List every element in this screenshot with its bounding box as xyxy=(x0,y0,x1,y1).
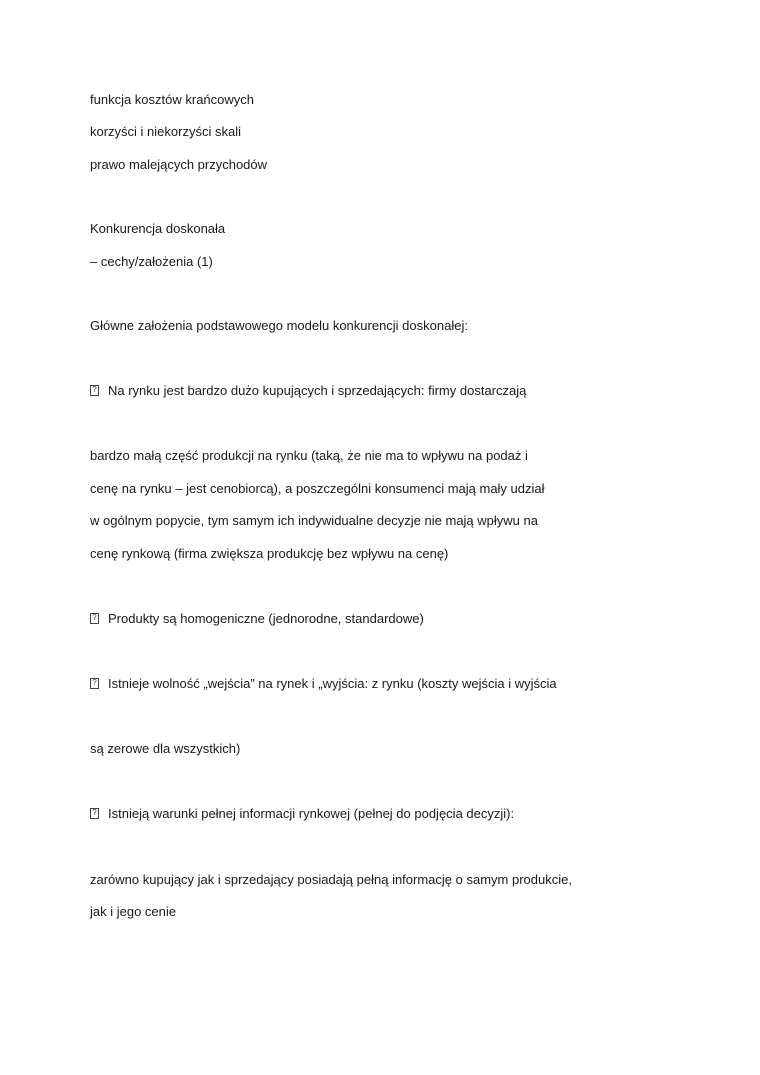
missing-glyph-bullet-icon xyxy=(90,678,99,689)
text-line: cenę rynkową (firma zwiększa produkcję bez wpływu na cenę) xyxy=(90,546,449,561)
bullet-text: Istnieje wolność „wejścia” na rynek i „wyjścia: z rynku (koszty wejścia i wyjścia xyxy=(108,676,557,691)
bullet-text: Produkty są homogeniczne (jednorodne, standardowe) xyxy=(108,611,424,626)
section-heading: Konkurencja doskonała xyxy=(90,221,226,236)
bullet-item xyxy=(90,611,424,627)
section-subheading: – cechy/założenia (1) xyxy=(90,254,213,269)
text-line: zarówno kupujący jak i sprzedający posiadają pełną informację o samym produkcie, xyxy=(90,872,572,887)
bullet-item xyxy=(90,676,557,692)
text-line: cenę na rynku – jest cenobiorcą), a poszczególni konsumenci mają mały udział xyxy=(90,481,545,496)
text-line: jak i jego cenie xyxy=(90,904,176,919)
missing-glyph-bullet-icon xyxy=(90,613,99,624)
text-line: bardzo małą część produkcji na rynku (taką, że nie ma to wpływu na podaż i xyxy=(90,448,528,463)
bullet-item xyxy=(90,806,514,822)
bullet-text: Istnieją warunki pełnej informacji rynkowej (pełnej do podjęcia decyzji): xyxy=(108,806,515,821)
text-line: są zerowe dla wszystkich) xyxy=(90,741,241,756)
text-line: funkcja kosztów krańcowych xyxy=(90,92,255,107)
bullet-text: Na rynku jest bardzo dużo kupujących i sprzedających: firmy dostarczają xyxy=(108,383,527,398)
missing-glyph-bullet-icon xyxy=(90,808,99,819)
text-line: korzyści i niekorzyści skali xyxy=(90,124,241,139)
text-line: prawo malejących przychodów xyxy=(90,157,268,172)
missing-glyph-bullet-icon xyxy=(90,385,99,396)
bullet-item xyxy=(90,383,526,399)
intro-paragraph: Główne założenia podstawowego modelu konkurencji doskonałej: xyxy=(90,318,468,333)
text-line: w ogólnym popycie, tym samym ich indywidualne decyzje nie mają wpływu na xyxy=(90,513,538,528)
